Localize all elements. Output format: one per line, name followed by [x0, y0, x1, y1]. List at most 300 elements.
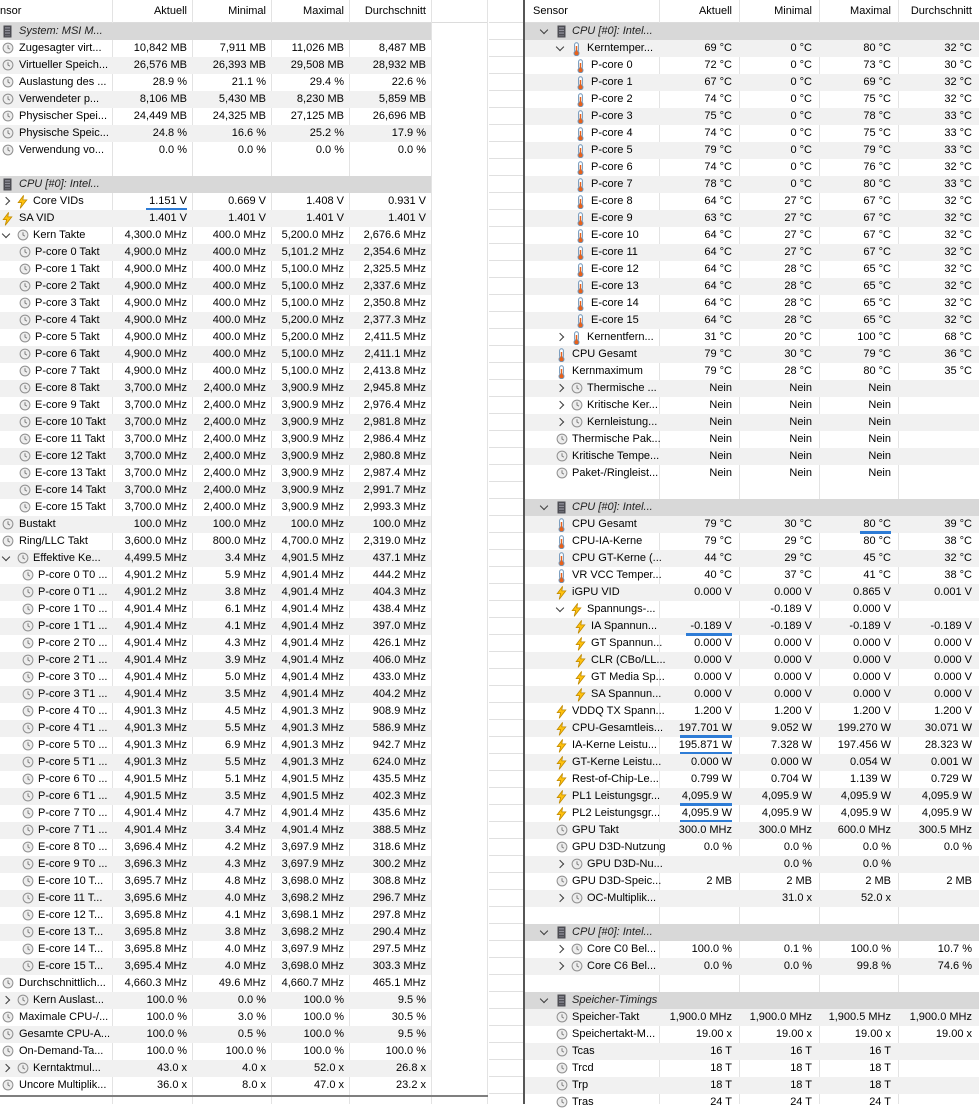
value-cell: 4,700.0 MHz [281, 535, 344, 547]
sensor-row[interactable] [0, 414, 488, 431]
value-cell: 1.200 V [774, 705, 812, 717]
sensor-row[interactable] [0, 720, 488, 737]
sensor-row[interactable] [525, 142, 979, 159]
value-cell: 4,901.3 MHz [124, 722, 187, 734]
sensor-row[interactable] [0, 737, 488, 754]
value-cell: 197.456 W [837, 739, 891, 751]
value-cell: 2,945.8 MHz [363, 382, 426, 394]
value-cell: 2,981.8 MHz [363, 416, 426, 428]
value-cell: 388.5 MHz [372, 824, 426, 836]
sensor-row[interactable] [525, 1026, 979, 1043]
value-cell: 2,319.0 MHz [363, 535, 426, 547]
clock-icon [556, 841, 568, 854]
sensor-row[interactable] [0, 550, 488, 567]
gutter-row-gridline [489, 39, 523, 40]
sensor-row[interactable] [0, 278, 488, 295]
clock-icon [2, 42, 14, 55]
sensor-row[interactable] [525, 108, 979, 125]
value-cell: 74 °C [704, 161, 732, 173]
value-cell: 4,095.9 W [761, 807, 812, 819]
sensor-row[interactable] [525, 40, 979, 57]
sensor-label: E-core 12 T... [38, 909, 104, 921]
value-cell: 24,325 MB [212, 110, 266, 122]
sensor-row[interactable] [525, 1094, 979, 1111]
sensor-row[interactable] [525, 74, 979, 91]
sensor-row[interactable] [525, 159, 979, 176]
thermometer-icon [556, 552, 568, 565]
sensor-row[interactable] [525, 329, 979, 346]
value-cell: 31 °C [704, 331, 732, 343]
lightning-icon [2, 212, 14, 225]
lightning-icon [556, 773, 568, 786]
sensor-row[interactable] [0, 125, 488, 142]
sensor-row[interactable] [525, 822, 979, 839]
sensor-row[interactable] [525, 295, 979, 312]
sensor-row[interactable] [0, 312, 488, 329]
value-cell: 52.0 x [314, 1062, 344, 1074]
gutter-row-gridline [489, 736, 523, 737]
sensor-row[interactable] [0, 907, 488, 924]
gutter-row-gridline [489, 1059, 523, 1060]
sensor-row[interactable] [525, 363, 979, 380]
gutter-row-gridline [489, 1008, 523, 1009]
sensor-row[interactable] [0, 108, 488, 125]
value-cell: Nein [789, 382, 812, 394]
collapse-expander-icon[interactable] [556, 604, 564, 612]
sensor-row[interactable] [0, 1077, 488, 1094]
value-cell: 24 T [790, 1096, 812, 1108]
sensor-row[interactable] [0, 924, 488, 941]
section-header-row[interactable] [525, 992, 979, 1009]
sensor-row[interactable] [525, 1077, 979, 1094]
value-cell: 73 °C [863, 59, 891, 71]
value-cell: 3,900.9 MHz [281, 467, 344, 479]
clock-icon [2, 93, 14, 106]
sensor-row[interactable] [0, 669, 488, 686]
value-cell: 3,698.2 MHz [281, 926, 344, 938]
sensor-row[interactable] [0, 1060, 488, 1077]
value-cell: 65 °C [863, 263, 891, 275]
sensor-row[interactable] [525, 686, 979, 703]
value-cell: 0.000 V [694, 637, 732, 649]
value-cell: 0.0 % [397, 144, 426, 156]
column-header-durchschnitt[interactable]: Durchschnitt [364, 5, 426, 17]
sensor-row[interactable] [0, 839, 488, 856]
panel-gutter [488, 0, 523, 1104]
sensor-row[interactable] [525, 958, 979, 975]
sensor-label: P-core 0 Takt [35, 246, 100, 258]
sensor-label: Ring/LLC Takt [19, 535, 88, 547]
expand-expander-icon[interactable] [556, 401, 564, 409]
value-cell: 1.151 V [149, 195, 187, 207]
section-label: CPU [#0]: Intel... [19, 178, 100, 190]
sensor-row[interactable] [0, 40, 488, 57]
sensor-row[interactable] [0, 856, 488, 873]
sensor-label: P-core 6 [591, 161, 633, 173]
sensor-row[interactable] [0, 601, 488, 618]
value-cell: 32 °C [944, 212, 972, 224]
value-cell: 27 °C [784, 229, 812, 241]
sensor-row[interactable] [0, 567, 488, 584]
sensor-label: Kritische Ker... [587, 399, 658, 411]
value-cell: 0.000 V [694, 586, 732, 598]
sensor-row[interactable] [525, 652, 979, 669]
sensor-row[interactable] [0, 822, 488, 839]
sensor-label: Paket-/Ringleist... [572, 467, 659, 479]
sensor-row[interactable] [0, 397, 488, 414]
sensor-row[interactable] [525, 533, 979, 550]
column-header-maximal[interactable]: Maximal [303, 5, 344, 17]
sensor-row[interactable] [0, 363, 488, 380]
value-cell: 3,900.9 MHz [281, 484, 344, 496]
sensor-label: GPU Takt [572, 824, 619, 836]
value-cell: 0.000 V [853, 654, 891, 666]
sensor-row[interactable] [525, 57, 979, 74]
value-cell: 5.1 MHz [225, 773, 266, 785]
sensor-row[interactable] [0, 754, 488, 771]
sensor-row[interactable] [0, 533, 488, 550]
sensor-row[interactable] [0, 261, 488, 278]
sensor-row[interactable] [525, 193, 979, 210]
value-cell: 942.7 MHz [372, 739, 426, 751]
value-cell: 100.0 MHz [212, 518, 266, 530]
sensor-row[interactable] [525, 737, 979, 754]
thermometer-icon [575, 127, 587, 140]
sensor-row[interactable] [0, 941, 488, 958]
sensor-row[interactable] [525, 125, 979, 142]
sensor-row[interactable] [0, 499, 488, 516]
sensor-row[interactable] [0, 890, 488, 907]
sensor-label: Gesamte CPU-A... [19, 1028, 111, 1040]
value-cell: 100 °C [857, 331, 891, 343]
column-header-minimal[interactable]: Minimal [228, 5, 266, 17]
sensor-label: E-core 13 [591, 280, 639, 292]
clock-icon [19, 433, 31, 446]
sensor-label: Trp [572, 1079, 589, 1091]
clock-icon [571, 858, 583, 871]
sensor-row[interactable] [0, 295, 488, 312]
sensor-row[interactable] [0, 873, 488, 890]
clock-icon [556, 1062, 568, 1075]
clock-icon [571, 399, 583, 412]
sensor-row[interactable] [0, 380, 488, 397]
sensor-row[interactable] [0, 618, 488, 635]
value-cell: 33 °C [944, 178, 972, 190]
sensor-row[interactable] [525, 346, 979, 363]
clock-icon [17, 994, 29, 1007]
sensor-row[interactable] [525, 805, 979, 822]
clock-icon [19, 365, 31, 378]
sensor-row[interactable] [0, 771, 488, 788]
sensor-row[interactable] [0, 958, 488, 975]
section-header-row[interactable] [525, 499, 979, 516]
value-cell: 0 °C [790, 144, 812, 156]
sensor-row[interactable] [0, 227, 488, 244]
value-cell: 24 T [869, 1096, 891, 1108]
sensor-label: Auslastung des ... [19, 76, 107, 88]
value-cell: 32 °C [944, 195, 972, 207]
value-cell: 5,101.2 MHz [281, 246, 344, 258]
value-cell: 2,400.0 MHz [203, 467, 266, 479]
value-cell: 4,901.4 MHz [281, 654, 344, 666]
gutter-row-gridline [489, 600, 523, 601]
sensor-row[interactable] [525, 873, 979, 890]
sensor-row[interactable] [525, 567, 979, 584]
sensor-label: Kernmaximum [572, 365, 643, 377]
value-cell: Nein [868, 467, 891, 479]
expand-expander-icon[interactable] [556, 333, 564, 341]
sensor-row[interactable] [0, 703, 488, 720]
sensor-row[interactable] [525, 176, 979, 193]
value-cell: 74 °C [704, 93, 732, 105]
chip-icon [556, 926, 568, 939]
expand-expander-icon[interactable] [2, 197, 10, 205]
sensor-row[interactable] [0, 788, 488, 805]
sensor-row[interactable] [0, 584, 488, 601]
gutter-row-gridline [489, 872, 523, 873]
clock-icon [556, 433, 568, 446]
column-header-sensor[interactable]: Sensor [533, 5, 568, 17]
value-cell: 16 T [869, 1045, 891, 1057]
section-header-row[interactable] [525, 924, 979, 941]
gutter-row-gridline [489, 430, 523, 431]
sensor-row[interactable] [525, 550, 979, 567]
sensor-label: E-core 13 T... [38, 926, 104, 938]
value-cell: 4,901.4 MHz [124, 654, 187, 666]
sensor-row[interactable] [0, 193, 488, 210]
sensor-row[interactable] [0, 142, 488, 159]
value-cell: 0.000 V [853, 637, 891, 649]
sensor-row[interactable] [0, 346, 488, 363]
chip-icon [556, 994, 568, 1007]
sensor-row[interactable] [525, 261, 979, 278]
sensor-label: Maximale CPU-/... [19, 1011, 109, 1023]
column-header-sensor[interactable]: nsor [0, 5, 22, 17]
value-cell: 435.6 MHz [372, 807, 426, 819]
value-cell: 64 °C [704, 246, 732, 258]
section-header-row[interactable] [0, 176, 488, 193]
value-cell: 67 °C [863, 246, 891, 258]
empty-row [525, 482, 979, 499]
sensor-row[interactable] [0, 448, 488, 465]
sensor-row[interactable] [525, 669, 979, 686]
sensor-row[interactable] [525, 890, 979, 907]
value-cell: 2,413.8 MHz [363, 365, 426, 377]
value-cell: 6.1 MHz [225, 603, 266, 615]
value-cell: 1,900.0 MHz [909, 1011, 972, 1023]
value-cell: 0.000 V [774, 637, 812, 649]
section-header-row[interactable] [0, 23, 488, 40]
sensor-row[interactable] [525, 635, 979, 652]
value-cell: 0.0 % [158, 144, 187, 156]
lightning-icon [556, 807, 568, 820]
sensor-row[interactable] [525, 856, 979, 873]
column-header-minimal[interactable]: Minimal [774, 5, 812, 17]
value-cell: 3,698.2 MHz [281, 892, 344, 904]
sensor-row[interactable] [525, 448, 979, 465]
gutter-row-gridline [489, 668, 523, 669]
value-cell: 3,695.7 MHz [124, 875, 187, 887]
value-cell: 0.000 V [934, 671, 972, 683]
clock-icon [19, 331, 31, 344]
sensor-row[interactable] [525, 1043, 979, 1060]
clock-icon [2, 1045, 14, 1058]
clock-icon [22, 960, 34, 973]
sensor-row[interactable] [525, 839, 979, 856]
value-cell: 0.704 W [771, 773, 812, 785]
collapse-expander-icon[interactable] [2, 230, 10, 238]
sensor-row[interactable] [525, 516, 979, 533]
sensor-label: E-core 8 T0 ... [38, 841, 108, 853]
section-label: System: MSI M... [19, 25, 103, 37]
sensor-row[interactable] [525, 397, 979, 414]
sensor-row[interactable] [0, 74, 488, 91]
value-cell: 28 °C [784, 297, 812, 309]
value-cell: 0.0 % [783, 841, 812, 853]
value-cell: 600.0 MHz [837, 824, 891, 836]
sensor-row[interactable] [525, 431, 979, 448]
sensor-row[interactable] [525, 618, 979, 635]
value-cell: 2 MB [865, 875, 891, 887]
clock-icon [22, 569, 34, 582]
value-cell: 290.4 MHz [372, 926, 426, 938]
value-cell: 26,696 MB [372, 110, 426, 122]
sensor-row[interactable] [0, 805, 488, 822]
sensor-row[interactable] [0, 1026, 488, 1043]
sensor-label: Verwendeter p... [19, 93, 100, 105]
value-cell: 64 °C [704, 263, 732, 275]
sensor-row[interactable] [0, 465, 488, 482]
section-label: CPU [#0]: Intel... [572, 501, 653, 513]
gutter-row-gridline [489, 549, 523, 550]
value-cell: 80 °C [863, 178, 891, 190]
value-cell: -0.189 V [770, 603, 812, 615]
sensor-label: Speichertakt-M... [572, 1028, 656, 1040]
sensor-row[interactable] [525, 278, 979, 295]
sensor-row[interactable] [525, 312, 979, 329]
thermometer-icon [575, 195, 587, 208]
sensor-label: GPU D3D-Speic... [572, 875, 662, 887]
sensor-row[interactable] [525, 210, 979, 227]
value-cell: 0.001 W [931, 756, 972, 768]
value-cell: 0.000 V [774, 586, 812, 598]
sensor-row[interactable] [525, 465, 979, 482]
value-cell: Nein [709, 450, 732, 462]
sensor-row[interactable] [525, 771, 979, 788]
sensor-row[interactable] [0, 1043, 488, 1060]
column-header-aktuell[interactable]: Aktuell [153, 5, 187, 17]
sensor-row[interactable] [525, 601, 979, 618]
clock-icon [22, 773, 34, 786]
value-cell: 19.00 x [775, 1028, 812, 1040]
sensor-row[interactable] [0, 431, 488, 448]
value-cell: 72 °C [704, 59, 732, 71]
sensor-row[interactable] [0, 210, 488, 227]
sensor-row[interactable] [0, 91, 488, 108]
value-cell: 8,230 MB [296, 93, 344, 105]
sensor-row[interactable] [525, 584, 979, 601]
sensor-label: IA-Kerne Leistu... [572, 739, 657, 751]
sensor-label: VR VCC Temper... [572, 569, 662, 581]
value-cell: 30 °C [784, 348, 812, 360]
value-cell: 0.000 V [934, 688, 972, 700]
sensor-row[interactable] [525, 703, 979, 720]
sensor-row[interactable] [0, 1009, 488, 1026]
sensor-row[interactable] [525, 1060, 979, 1077]
value-cell: 402.3 MHz [372, 790, 426, 802]
sensor-row[interactable] [0, 975, 488, 992]
sensor-row[interactable] [0, 482, 488, 499]
sensor-row[interactable] [525, 788, 979, 805]
value-cell: 465.1 MHz [372, 977, 426, 989]
sensor-row[interactable] [525, 414, 979, 431]
section-label: CPU [#0]: Intel... [572, 926, 653, 938]
value-cell: 400.0 MHz [212, 297, 266, 309]
sensor-row[interactable] [525, 754, 979, 771]
sensor-row[interactable] [525, 720, 979, 737]
thermometer-icon [556, 348, 568, 361]
sensor-row[interactable] [0, 992, 488, 1009]
value-cell: 67 °C [704, 76, 732, 88]
gutter-row-gridline [489, 804, 523, 805]
column-header-aktuell[interactable]: Aktuell [698, 5, 732, 17]
sensor-label: Virtueller Speich... [19, 59, 109, 71]
expand-expander-icon[interactable] [556, 945, 564, 953]
value-cell: 19.00 x [695, 1028, 732, 1040]
column-header-durchschnitt[interactable]: Durchschnitt [910, 5, 972, 17]
chip-icon [556, 501, 568, 514]
sensor-row[interactable] [0, 57, 488, 74]
value-cell: 0.000 V [934, 654, 972, 666]
sensor-row[interactable] [525, 941, 979, 958]
value-cell: 100.0 % [303, 1045, 344, 1057]
sensor-row[interactable] [0, 686, 488, 703]
value-cell: 0.000 V [853, 688, 891, 700]
sensor-row[interactable] [525, 380, 979, 397]
value-cell: 0 °C [790, 178, 812, 190]
value-cell: 100.0 % [146, 1011, 187, 1023]
sensor-row[interactable] [0, 652, 488, 669]
gutter-row-gridline [489, 175, 523, 176]
value-cell: 100.0 MHz [372, 518, 426, 530]
sensor-row[interactable] [525, 91, 979, 108]
clock-icon [556, 875, 568, 888]
sensor-label: E-core 13 Takt [35, 467, 106, 479]
value-cell: 2,980.8 MHz [363, 450, 426, 462]
clock-icon [19, 348, 31, 361]
sensor-row[interactable] [525, 244, 979, 261]
sensor-row[interactable] [525, 227, 979, 244]
sensor-row[interactable] [525, 1009, 979, 1026]
sensor-row[interactable] [0, 244, 488, 261]
clock-icon [22, 654, 34, 667]
sensor-row[interactable] [0, 329, 488, 346]
sensor-row[interactable] [0, 635, 488, 652]
sensor-row[interactable] [0, 516, 488, 533]
column-header-maximal[interactable]: Maximal [850, 5, 891, 17]
sensor-label: E-core 12 Takt [35, 450, 106, 462]
section-header-row[interactable] [525, 23, 979, 40]
value-cell: 30.071 W [924, 722, 972, 734]
sensor-label: P-core 0 [591, 59, 633, 71]
sensor-label: P-core 4 T0 ... [38, 705, 108, 717]
value-cell: 4,901.4 MHz [124, 620, 187, 632]
value-cell: 49.6 MHz [218, 977, 266, 989]
value-cell: 18 T [869, 1062, 891, 1074]
value-cell: 4,901.4 MHz [281, 688, 344, 700]
value-cell: 404.3 MHz [372, 586, 426, 598]
clock-icon [19, 314, 31, 327]
